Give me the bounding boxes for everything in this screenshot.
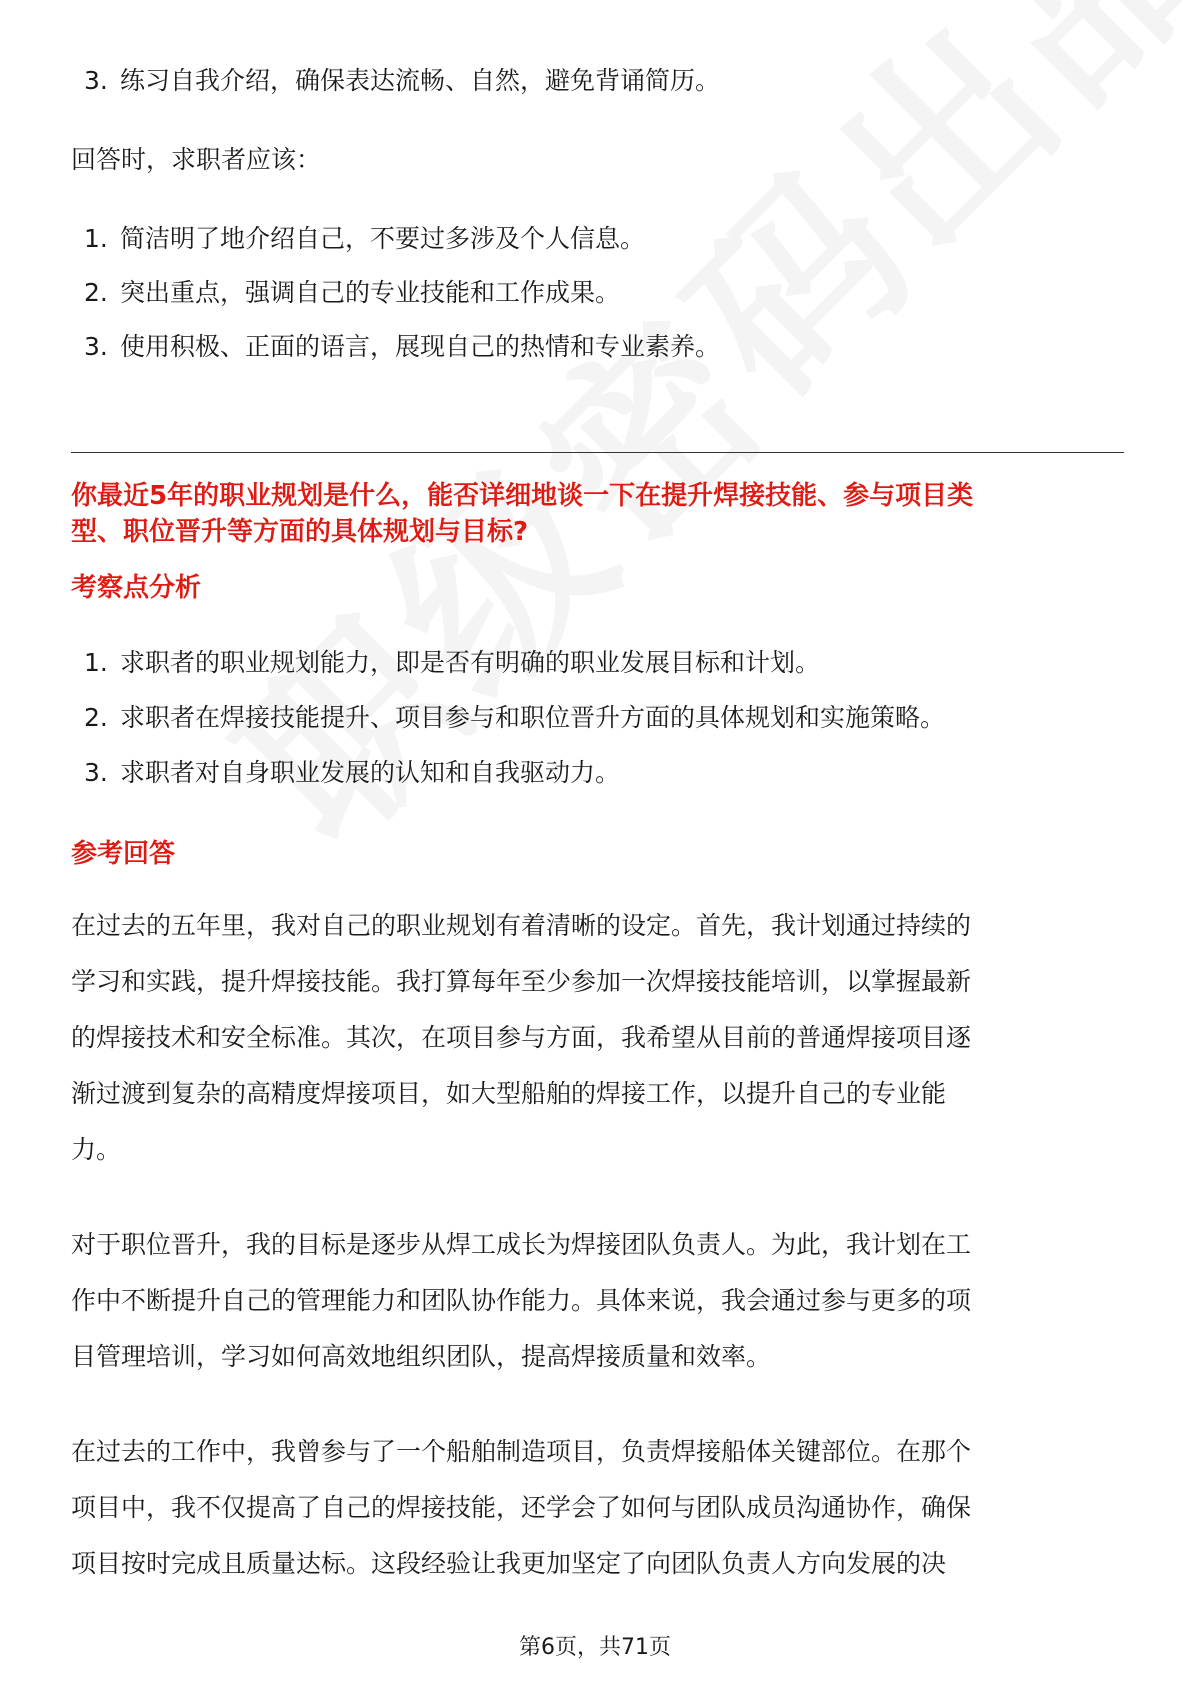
paragraph-line: 在过去的五年里，我对自己的职业规划有着清晰的设定。首先，我计划通过持续的 bbox=[71, 911, 972, 940]
paragraph-line: 对于职位晋升，我的目标是逐步从焊工成长为焊接团队负责人。为此，我计划在工 bbox=[71, 1230, 972, 1259]
section-divider bbox=[71, 452, 1124, 453]
list-item-number: 2. bbox=[84, 278, 108, 307]
paragraph-line: 的焊接技术和安全标准。其次，在项目参与方面，我希望从目前的普通焊接项目逐 bbox=[71, 1023, 972, 1052]
list-item-number: 1. bbox=[84, 648, 108, 677]
list-item bbox=[84, 330, 720, 364]
list-item bbox=[84, 276, 620, 310]
page-number-footer: 第6页，共71页 bbox=[519, 1635, 671, 1660]
paragraph-line: 目管理培训，学习如何高效地组织团队，提高焊接质量和效率。 bbox=[71, 1342, 772, 1371]
list-item-number: 3. bbox=[84, 758, 108, 787]
list-item bbox=[84, 222, 645, 256]
analysis-heading: 考察点分析 bbox=[71, 573, 202, 603]
list-item-number: 1. bbox=[84, 224, 108, 253]
paragraph-line: 项目中，我不仅提高了自己的焊接技能，还学会了如何与团队成员沟通协作，确保 bbox=[71, 1493, 972, 1522]
paragraph-line: 项目按时完成且质量达标。这段经验让我更加坚定了向团队负责人方向发展的决 bbox=[71, 1549, 947, 1578]
list-item bbox=[84, 64, 720, 98]
paragraph-line: 作中不断提升自己的管理能力和团队协作能力。具体来说，我会通过参与更多的项 bbox=[71, 1286, 972, 1315]
paragraph-line: 在过去的工作中，我曾参与了一个船舶制造项目，负责焊接船体关键部位。在那个 bbox=[71, 1437, 972, 1466]
list-item-text: 求职者对自身职业发展的认知和自我驱动力。 bbox=[120, 758, 621, 787]
list-item-number: 3. bbox=[84, 66, 108, 95]
paragraph-line: 力。 bbox=[71, 1135, 122, 1164]
list-item bbox=[84, 646, 820, 680]
answer-intro: 回答时，求职者应该： bbox=[71, 145, 322, 174]
list-item-text: 突出重点，强调自己的专业技能和工作成果。 bbox=[120, 278, 621, 307]
paragraph-line: 渐过渡到复杂的高精度焊接项目，如大型船舶的焊接工作，以提升自己的专业能 bbox=[71, 1079, 947, 1108]
list-item-text: 使用积极、正面的语言，展现自己的热情和专业素养。 bbox=[120, 332, 721, 361]
question-title-line-1: 你最近5年的职业规划是什么，能否详细地谈一下在提升焊接技能、参与项目类 bbox=[71, 481, 974, 511]
list-item-text: 求职者在焊接技能提升、项目参与和职位晋升方面的具体规划和实施策略。 bbox=[120, 703, 946, 732]
paragraph-line: 学习和实践，提升焊接技能。我打算每年至少参加一次焊接技能培训，以掌握最新 bbox=[71, 967, 972, 996]
list-item-text: 简洁明了地介绍自己，不要过多涉及个人信息。 bbox=[120, 224, 646, 253]
reference-heading: 参考回答 bbox=[71, 839, 176, 869]
list-item-text: 求职者的职业规划能力，即是否有明确的职业发展目标和计划。 bbox=[120, 648, 821, 677]
list-item bbox=[84, 756, 620, 790]
list-item-number: 3. bbox=[84, 332, 108, 361]
list-item-text: 练习自我介绍，确保表达流畅、自然，避免背诵简历。 bbox=[120, 66, 721, 95]
list-item bbox=[84, 701, 945, 735]
list-item-number: 2. bbox=[84, 703, 108, 732]
question-title-line-2: 型、职位晋升等方面的具体规划与目标? bbox=[71, 517, 529, 547]
